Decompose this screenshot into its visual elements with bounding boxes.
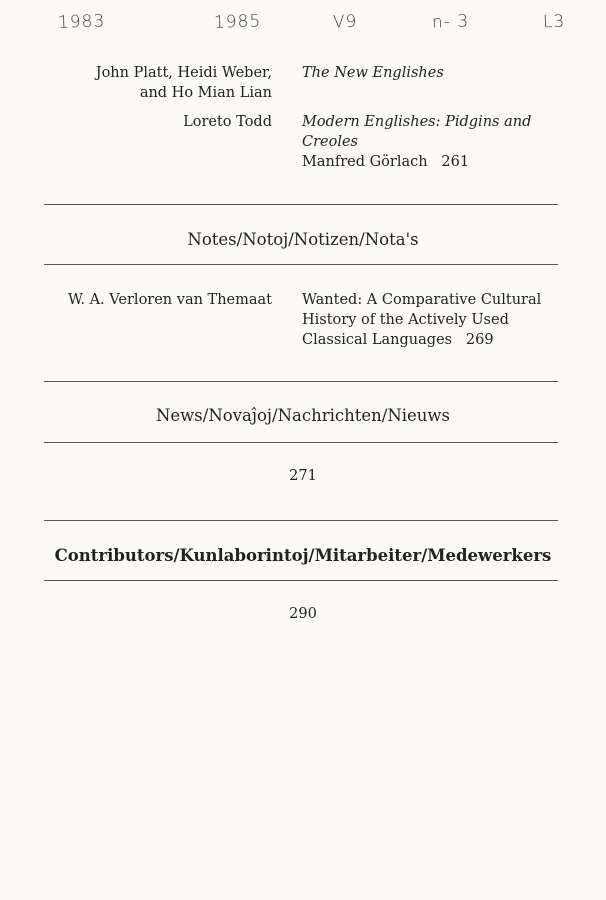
divider [44, 580, 558, 581]
notes-author: W. A. Verloren van Themaat [68, 292, 272, 308]
handwritten-year: 1983 [57, 11, 106, 33]
reviewer-name: Manfred Görlach [302, 154, 428, 170]
page-number: 261 [441, 154, 470, 170]
section-heading-contributors: Contributors/Kunlaborintoj/Mitarbeiter/Medewerkers [54, 546, 552, 565]
handwritten-volume: V9 [332, 11, 358, 33]
handwritten-code: L3 [542, 11, 566, 33]
page-number: 290 [289, 606, 317, 622]
handwritten-year-2: 1985 [213, 11, 262, 33]
divider [44, 204, 558, 205]
section-heading-news: News/Novaĵoj/Nachrichten/Nieuws [155, 406, 451, 425]
page-number: 271 [289, 468, 317, 484]
review-author: Loreto Todd [183, 114, 272, 130]
notes-title: Wanted: A Comparative Cultural History of the Actively Used Classical Languages 269 [302, 292, 542, 348]
review-title: Modern Englishes: Pidgins and Creoles Manfred Görlach 261 [302, 114, 532, 170]
handwritten-number: n- 3 [431, 11, 470, 33]
review-author: John Platt, Heidi Weber, and Ho Mian Lian [95, 65, 272, 101]
review-title: The New Englishes [302, 65, 444, 81]
divider [44, 264, 558, 265]
section-heading-notes: Notes/Notoj/Notizen/Nota's [187, 230, 419, 249]
divider [44, 442, 558, 443]
divider [44, 381, 558, 382]
page-number: 269 [465, 332, 494, 348]
divider [44, 520, 558, 521]
